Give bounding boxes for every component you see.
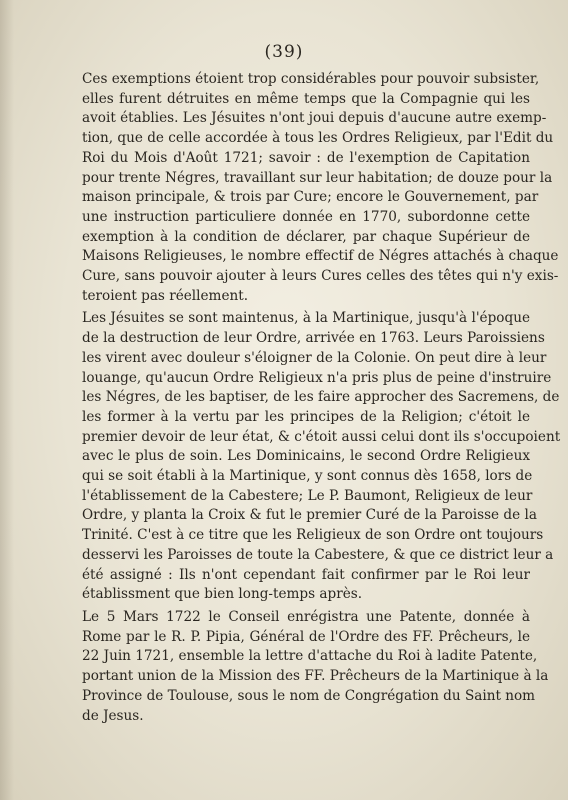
- text-line: les Négres, de les baptiser, de les faire approcher des Sacremens, de: [82, 389, 560, 406]
- text-line: Maisons Religieuses, le nombre effectif de Négres attachés à chaque: [82, 248, 559, 265]
- text-line: Trinité. C'est à ce titre que les Religieux de son Ordre ont toujours: [82, 527, 544, 544]
- body-text: [62, 70, 561, 729]
- text-line: Les Jésuites se sont maintenus, à la Martinique, jusqu'à l'époque: [82, 310, 530, 327]
- text-line: Roi du Mois d'Août 1721; savoir : de l'exemption de Capitation: [82, 149, 530, 166]
- paragraph-3: [62, 608, 549, 726]
- text-line: elles furent détruites en même temps que la Compagnie qui les: [82, 90, 530, 107]
- text-line: tion, que de celle accordée à tous les Ordres Religieux, par l'Edit du: [82, 130, 554, 147]
- text-line: Le 5 Mars 1722 le Conseil enrégistra une Patente, donnée à: [82, 608, 530, 625]
- text-line: Rome par le R. P. Pipia, Général de l'Ordre des FF. Prêcheurs, le: [82, 628, 530, 645]
- page-edge-shadow: [0, 0, 14, 800]
- text-line: Cure, sans pouvoir ajouter à leurs Cures celles des têtes qui n'y exis-: [82, 268, 559, 285]
- text-line: avec le plus de soin. Les Dominicains, le second Ordre Religieux: [82, 448, 530, 465]
- text-line: les former à la vertu par les principes de la Religion; c'étoit le: [82, 408, 530, 425]
- text-line: 22 Juin 1721, ensemble la lettre d'attache du Roi à ladite Patente,: [82, 648, 538, 665]
- text-line: une instruction particuliere donnée en 1770, subordonne cette: [82, 208, 530, 225]
- text-line: été assigné : Ils n'ont cependant fait confirmer par le Roi leur: [82, 566, 530, 583]
- text-line: louange, qu'aucun Ordre Religieux n'a pris plus de peine d'instruire: [82, 369, 552, 386]
- page-number: (39): [264, 42, 304, 62]
- paragraph-2: [62, 309, 561, 605]
- text-line: avoit établies. Les Jésuites n'ont joui depuis d'aucune autre exemp-: [82, 110, 547, 127]
- text-line: teroient pas réellement.: [82, 287, 249, 304]
- text-line: maison principale, & trois par Cure; encore le Gouvernement, par: [82, 189, 539, 206]
- text-line: premier devoir de leur état, & c'étoit aussi celui dont ils s'occupoient: [82, 428, 561, 445]
- text-line: exemption à la condition de déclarer, par chaque Supérieur de: [82, 228, 530, 245]
- text-line: portant union de la Mission des FF. Prêcheurs de la Martinique à la: [82, 668, 549, 685]
- text-line: Ordre, y planta la Croix & fut le premier Curé de la Paroisse de la: [82, 507, 537, 524]
- text-line: Province de Toulouse, sous le nom de Congrégation du Saint nom: [82, 687, 536, 704]
- text-line: l'établissement de la Cabestere; Le P. Baumont, Religieux de leur: [82, 487, 533, 504]
- text-line: les virent avec douleur s'éloigner de la Colonie. On peut dire à leur: [82, 349, 547, 366]
- text-line: pour trente Négres, travaillant sur leur habitation; de douze pour la: [82, 169, 553, 186]
- text-line: desservi les Paroisses de toute la Cabestere, & que ce district leur a: [82, 546, 554, 563]
- text-line: qui se soit établi à la Martinique, y sont connus dès 1658, lors de: [82, 468, 533, 485]
- text-line: de Jesus.: [82, 707, 144, 724]
- text-line: établissment que bien long-temps après.: [82, 586, 363, 603]
- text-line: de la destruction de leur Ordre, arrivée en 1763. Leurs Paroissiens: [82, 330, 545, 347]
- text-line: Ces exemptions étoient trop considérables pour pouvoir subsister,: [82, 71, 540, 87]
- paragraph-1: [62, 70, 559, 306]
